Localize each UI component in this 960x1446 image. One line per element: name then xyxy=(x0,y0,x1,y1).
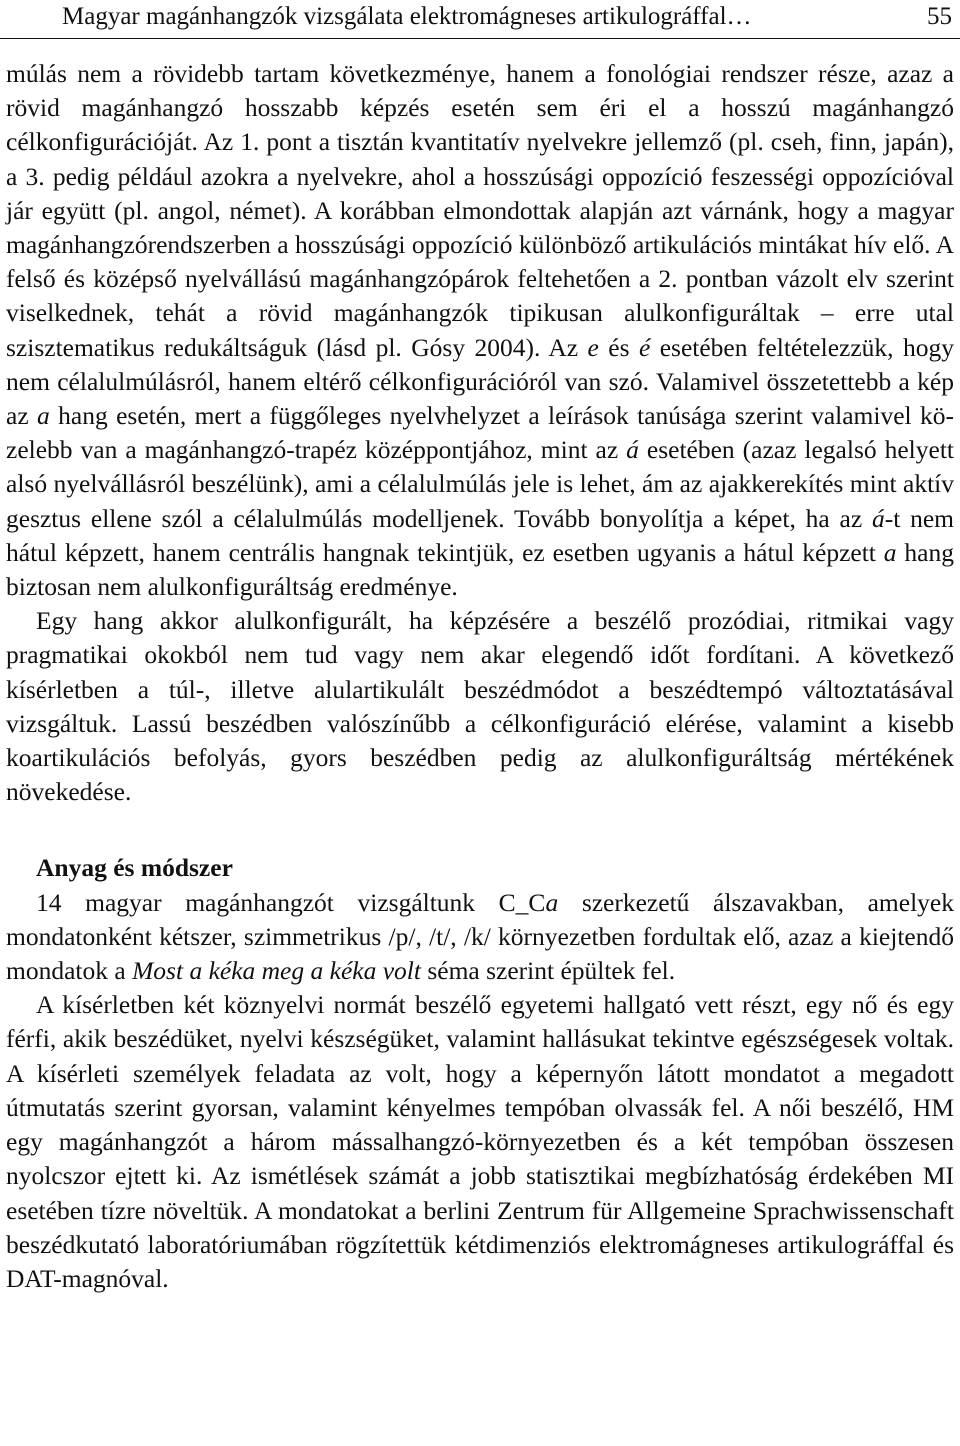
italic-term: e xyxy=(587,332,599,362)
italic-term: a xyxy=(37,401,50,431)
paragraph-text: múlás nem a rövidebb tartam következménye, hanem a fonológiai rendszer része, azaz a rövid magánhangzó hosszabb képzés esetén sem éri el a hosszú magánhangzó célkonfigurációját. Az 1. pont a tisztán kvantitatív nyelvekre jellemző (pl. cseh, finn, japán), a 3. pedig például azokra a nyelvekre, ahol a hosszúsági oppozíció feszességi oppozícióval jár együtt (pl. angol, német). A korábban elmondottak alapján azt várnánk, hogy a magyar magánhangzórendszerben a hosszúsági oppozíció különböző artikulációs mintákat hív elő. A felső és középső nyelvállású magánhangzópárok feltehetően a 2. pontban vázolt elv szerint viselkednek, tehát a rövid magánhangzók tipikusan alulkonfiguráltak – erre utal szisztematikus redukáltságuk (lásd pl. Gósy 2004). Az xyxy=(6,59,954,362)
italic-term: a xyxy=(883,537,897,567)
paragraph-text: -t nem hátul képzett, hanem centrális hangnak tekintjük, ez esetben ugyanis a hátul képzett xyxy=(6,503,954,567)
body-text xyxy=(6,57,954,1296)
paragraph-text: 14 magyar magánhangzót vizsgáltunk C_C xyxy=(36,887,546,917)
italic-term: á xyxy=(871,503,885,533)
paragraph xyxy=(6,886,954,989)
italic-term: a xyxy=(545,887,559,917)
paragraph-text: séma szerint épültek fel. xyxy=(420,956,676,986)
italic-term: á xyxy=(626,435,639,465)
paragraph-text: szerkezetű álszavakban, amelyek mondatonként kétszer, szimmetrikus /p/, /t/, /k/ környezetben fordultak elő, azaz a kiejtendő mondatok a xyxy=(6,887,954,986)
paragraph-continuation xyxy=(6,57,954,604)
paragraph-text: hang biztosan nem alulkonfiguráltság eredménye. xyxy=(6,537,954,602)
running-title: Magyar magánhangzók vizsgálata elektromágneses artikulográffal… xyxy=(62,3,752,30)
italic-term: é xyxy=(638,332,651,362)
section-heading: Anyag és módszer xyxy=(36,853,233,883)
paragraph-text: és xyxy=(598,332,639,362)
running-header xyxy=(0,0,960,39)
paragraph-text: esetében feltételezzük, hogy nem célalulmúlásról, hanem eltérő célkonfigurációról van szó. Valamivel összetettebb a kép az xyxy=(6,332,954,431)
paragraph-text: esetében (azaz legalsó helyett alsó nyelvállásról beszélünk), ami a célalulmúlás jele is lehet, ám az ajakkerekítés mint aktív gesztus ellene szól a célalulmúlás modelljenek. Tovább bonyolítja a képet, ha az xyxy=(6,435,955,533)
page-number: 55 xyxy=(927,3,952,30)
paragraph: Egy hang akkor alulkonfigurált, ha képzésére a beszélő prozódiai, ritmikai vagy pragmatikai okokból nem tud vagy nem akar elegendő időt fordítani. A következő kísérletben a túl-, illetve alulartikulált beszédmódot a beszédtempó változtatásával vizsgáltuk. Lassú beszédben valószínűbb a célkonfiguráció elérése, valamint a kisebb koartikulációs befolyás, gyors beszédben pedig az alulkonfiguráltság mértékének növekedése. xyxy=(6,606,954,807)
paragraph-text: hang esetén, mert a függőleges nyelvhelyzet a leírások tanúsága szerint valamivel közelebb van a magánhangzó-trapéz középpontjához, mint az xyxy=(6,401,954,465)
paragraph: A kísérletben két köznyelvi normát beszélő egyetemi hallgató vett részt, egy nő és egy férfi, akik beszédüket, nyelvi készségüket, valamint hallásukat tekintve egészségesek voltak. A kísérleti személyek feladata az volt, hogy a képernyőn látott mondatot a megadott útmutatás szerint gyorsan, valamint kényelmes tempóban olvassák fel. A női beszélő, HM egy magánhangzót a három mássalhangzó-környezetben és a két tempóban összesen nyolcszor ejtett ki. Az ismétlések számát a jobb statisztikai megbízhatóság érdekében MI esetében tízre növeltük. A mondatokat a berlini Zentrum für Allgemeine Sprachwissenschaft beszédkutató laboratóriumában rögzítettük kétdimenziós elektromágneses artikulográffal és DAT-magnóval. xyxy=(6,990,954,1293)
italic-example-sentence: Most a kéka meg a kéka volt xyxy=(132,956,421,986)
